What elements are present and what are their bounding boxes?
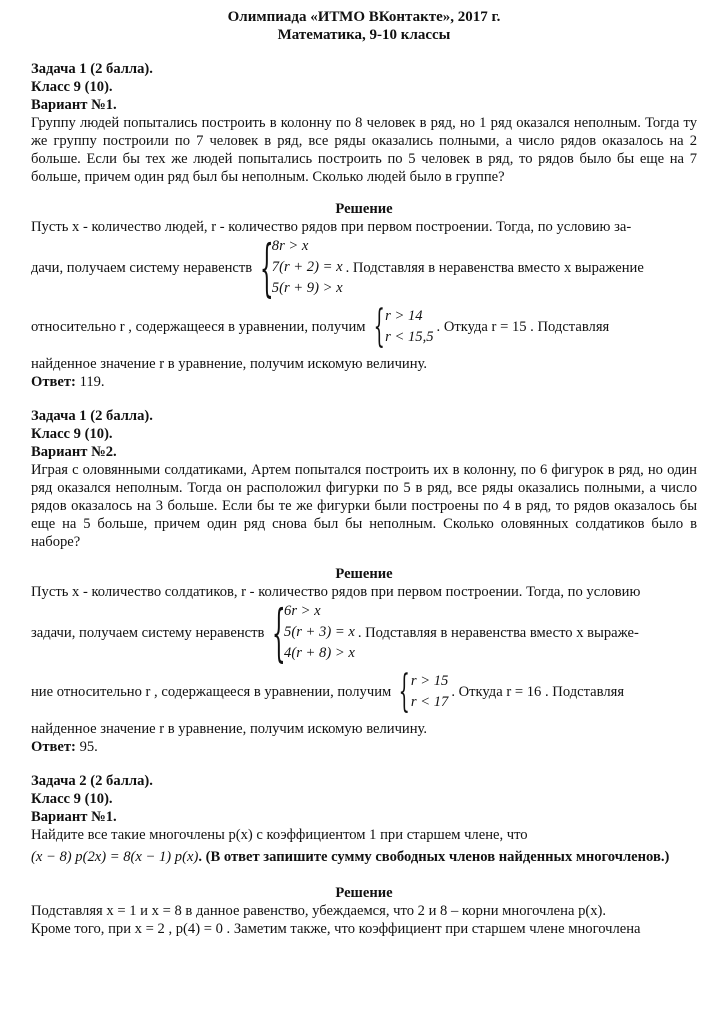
system-line: 4(r + 8) > x [284,645,355,661]
task1-variant2 [31,407,697,756]
task-variant: Вариант №1. [31,97,117,113]
task-title: Задача 2 (2 балла). [31,773,153,789]
task-text: Играя с оловянными солдатиками, Артем попытался построить их в колонну, по 6 фигурок в ряд, но один ряд оказался неполным. Тогда он расположил фигурки по 5 в ряд, все ряды оказались полными, а число рядов оказалось на 3 больше. Если бы те же фигурки были построены по 4 в ряд, то рядов оказалось бы еще на 5 больше, причем один ряд снова был бы неполным. Сколько оловянных солдатиков было в наборе? [31,462,697,550]
answer [31,373,697,391]
subsystem-suffix: . Откуда r = 15 . Подставляя [436,319,610,335]
solution-end: найденное значение r в уравнение, получим искомую величину. [31,721,428,737]
inequality-system [256,230,343,304]
system-line: 5(r + 9) > x [271,280,343,296]
solution-system-row [31,230,697,304]
solution-title: Решение [335,885,393,901]
system-line: 5(r + 3) = x [284,624,355,640]
solution-line: Подставляя x = 1 и x = 8 в данное равенство, убеждаемся, что 2 и 8 – корни многочлена p(x). [31,903,607,919]
solution-line: Пусть x - количество людей, r - количество рядов при первом построении. Тогда, по условию за- [31,219,632,235]
task-title: Задача 1 (2 балла). [31,61,153,77]
system-line: 8r > x [271,238,309,254]
task-text: Найдите все такие многочлены p(x) с коэффициентом 1 при старшем члене, что [31,827,528,843]
system-line: 7(r + 2) = x [271,259,343,275]
system-line: 6r > x [284,603,321,619]
answer [31,738,697,756]
subsystem-prefix: ние относительно r , содержащееся в уравнении, получим [31,684,392,700]
task-equation-line [31,848,697,866]
system-line: r > 14 [385,308,423,324]
solution-title: Решение [335,566,393,582]
task1-variant1 [31,60,697,391]
task-variant: Вариант №1. [31,809,117,825]
task-text: Группу людей попытались построить в колонну по 8 человек в ряд, но 1 ряд оказался неполным. Тогда ту же группу построили по 7 человек в ряд, все ряды оказались полными, а число рядов оказалось на 2 больше. Если бы тех же людей попытались построить по 5 человек в ряд, то рядов было бы еще на 7 больше, причем один ряд был бы неполным. Сколько людей было в группе? [31,115,697,185]
inequality-system [268,595,355,669]
system-line: r < 15,5 [385,329,434,345]
brace-icon: { [373,301,385,352]
task2-variant1 [31,772,697,938]
task-note: . (В ответ запишите сумму свободных членов найденных многочленов.) [198,849,670,865]
answer-label: Ответ: [31,374,76,390]
brace-icon: { [260,230,274,304]
answer-value: 95. [75,739,98,755]
answer-label: Ответ: [31,739,76,755]
system-line: r > 15 [410,673,449,689]
subsystem-suffix: . Откуда r = 16 . Подставляя [451,684,625,700]
inequality-subsystem [370,301,434,352]
system-line: r < 17 [410,694,449,710]
solution-line: Пусть x - количество солдатиков, r - количество рядов при первом построении. Тогда, по условию [31,584,641,600]
brace-icon: { [272,595,287,669]
brace-icon: { [398,666,411,717]
solution-system-row [31,595,697,669]
system-suffix: . Подставляя в неравенства вместо x выраже- [357,624,639,641]
answer-value: 119. [75,374,105,390]
subsystem-prefix: относительно r , содержащееся в уравнении, получим [31,319,366,335]
solution-title: Решение [335,201,393,217]
solution-subsystem-row [31,666,697,717]
task-class: Класс 9 (10). [31,426,113,442]
system-prefix: задачи, получаем систему неравенств [31,624,265,641]
solution-line: Кроме того, при x = 2 , p(4) = 0 . Заметим также, что коэффициент при старшем члене многочлена [31,921,641,937]
task-variant: Вариант №2. [31,444,117,460]
task-class: Класс 9 (10). [31,791,113,807]
task-class: Класс 9 (10). [31,79,113,95]
document-page [31,8,697,938]
inequality-subsystem [395,666,449,717]
task-title: Задача 1 (2 балла). [31,408,153,424]
system-prefix: дачи, получаем систему неравенств [31,259,253,276]
task-equation: (x − 8) p(2x) = 8(x − 1) p(x) [31,849,199,865]
header-title: Олимпиада «ИТМО ВКонтакте», 2017 г. [227,9,501,25]
system-suffix: . Подставляя в неравенства вместо x выражение [345,259,644,276]
solution-subsystem-row [31,301,697,352]
header-subtitle: Математика, 9-10 классы [277,27,451,43]
solution-end: найденное значение r в уравнение, получим искомую величину. [31,356,428,372]
